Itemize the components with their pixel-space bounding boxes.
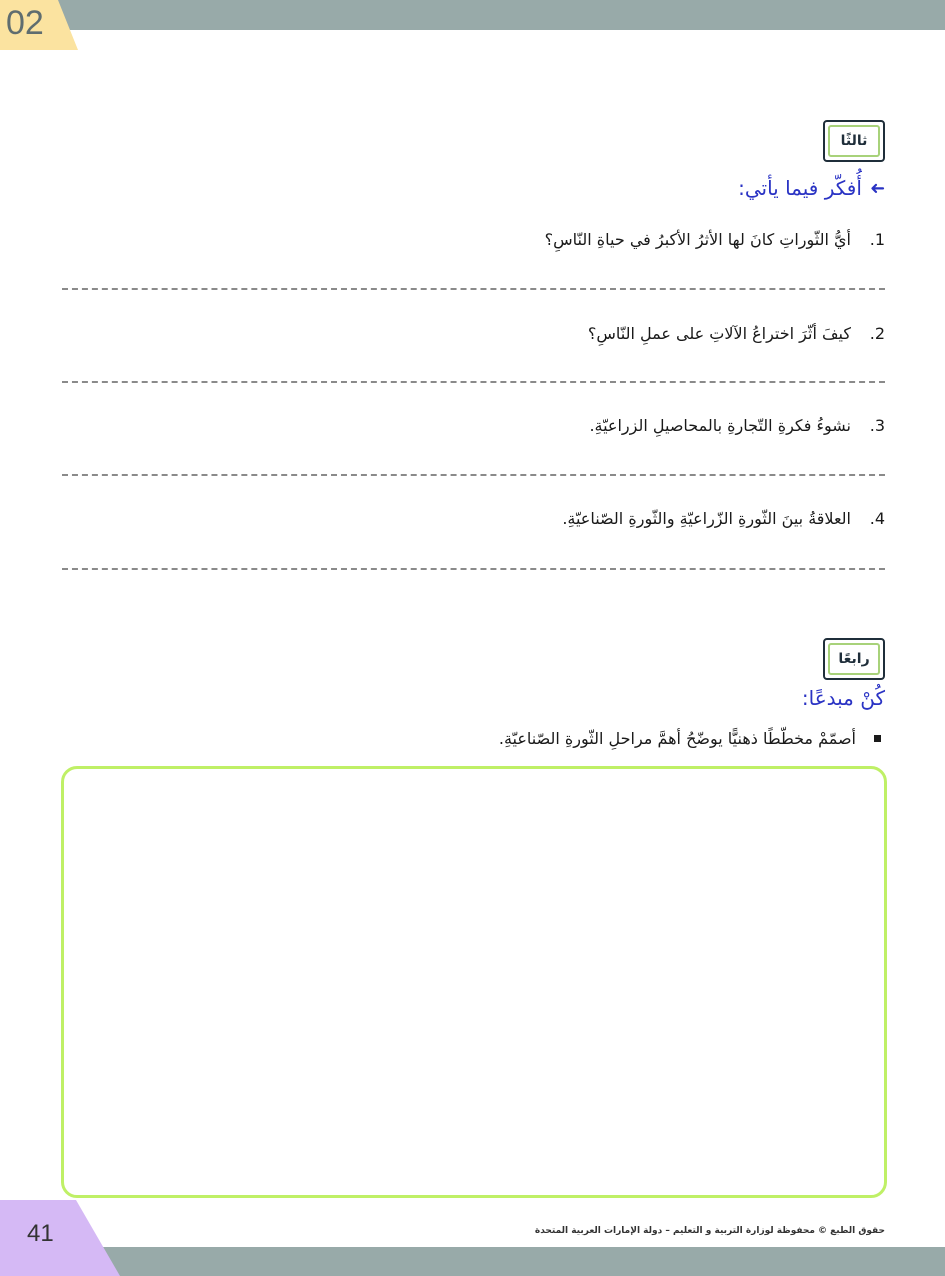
question-number: 4. — [869, 509, 885, 528]
arrow-icon: ➜ — [869, 177, 885, 199]
question-text: العلاقةُ بينَ الثّورةِ الزّراعيّةِ والثّورةِ الصّناعيّةِ. — [562, 509, 851, 528]
question-text: كيفَ أثّرَ اختراعُ الآلاتِ على عملِ النّاسِ؟ — [587, 324, 851, 343]
answer-line-3[interactable] — [62, 474, 885, 476]
question-4 — [562, 509, 885, 528]
mind-map-answer-box[interactable] — [61, 766, 887, 1198]
section-badge-label: ثالثًا — [828, 125, 880, 157]
section-badge-label: رابعًا — [828, 643, 880, 675]
unit-number: 02 — [6, 4, 44, 42]
top-bar — [0, 0, 945, 30]
task-text: أصمّمْ مخطّطًا ذهنيًّا يوضّحُ أهمَّ مراحلِ الثّورةِ الصّناعيّةِ. — [498, 729, 856, 748]
bottom-bar — [0, 1247, 945, 1276]
answer-line-4[interactable] — [62, 568, 885, 570]
page-number: 41 — [27, 1220, 54, 1247]
question-number: 2. — [869, 324, 885, 343]
page-tab — [0, 1200, 120, 1276]
section-heading-think — [738, 176, 885, 200]
question-number: 1. — [869, 230, 885, 249]
section-badge-fourth — [823, 638, 885, 680]
heading-text: أُفكّر فيما يأتي: — [738, 176, 862, 200]
answer-line-2[interactable] — [62, 381, 885, 383]
task-item — [499, 729, 885, 748]
question-3 — [589, 416, 885, 435]
section-badge-third — [823, 120, 885, 162]
question-1 — [545, 230, 885, 249]
question-text: أيُّ الثّوراتِ كانَ لها الأثرُ الأكبرُ في حياةِ النّاسِ؟ — [544, 230, 851, 249]
copyright-footer: حقوق الطبع © محفوظة لوزارة التربية و التعليم – دولة الإمارات العربية المتحدة — [534, 1226, 885, 1236]
question-text: نشوءُ فكرةِ التّجارةِ بالمحاصيلِ الزراعيّةِ. — [589, 416, 851, 435]
bullet-square-icon — [874, 735, 881, 742]
question-number: 3. — [869, 416, 885, 435]
answer-line-1[interactable] — [62, 288, 885, 290]
heading-text: كُنْ مبدعًا: — [801, 686, 885, 710]
question-2 — [588, 324, 885, 343]
section-heading-creative — [802, 686, 885, 710]
